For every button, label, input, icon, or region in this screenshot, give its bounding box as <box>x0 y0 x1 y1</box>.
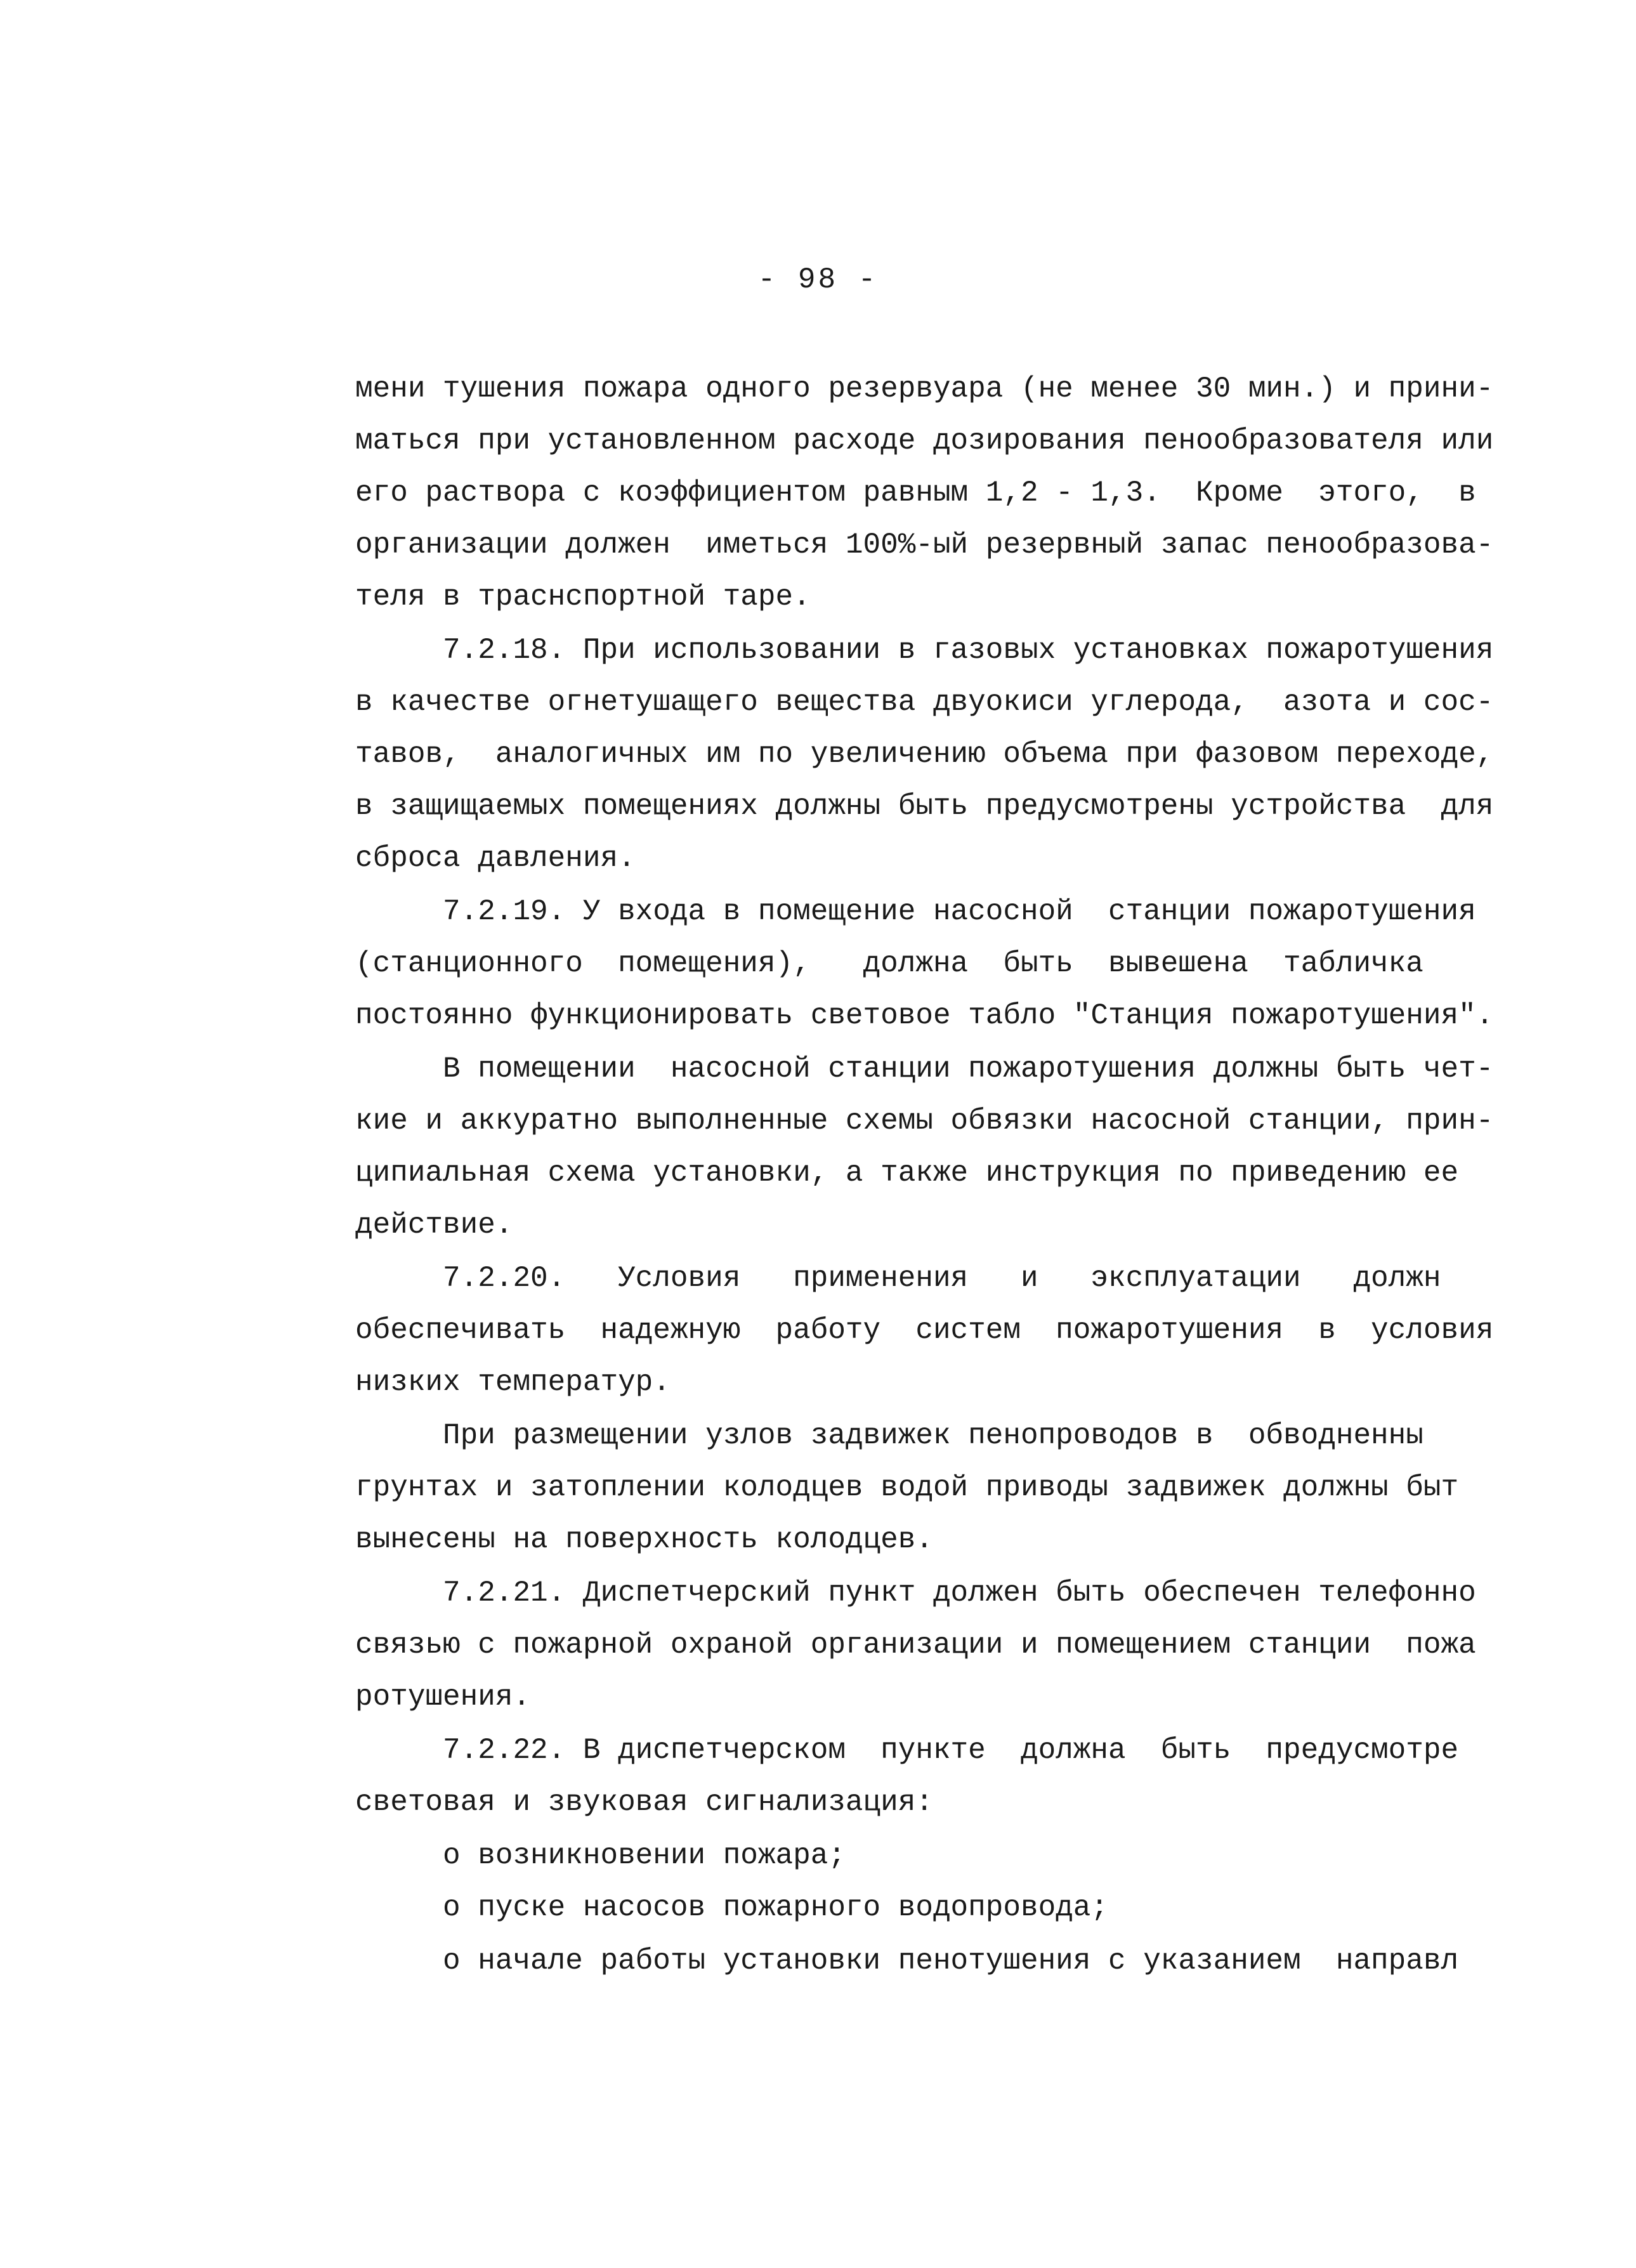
text-line: низких температур. <box>355 1366 671 1399</box>
text-line: 7.2.19. У входа в помещение насосной станции пожаротушения <box>355 895 1476 928</box>
text-line: ротушения. <box>355 1681 531 1714</box>
text-line: о возникновении пожара; <box>355 1839 846 1872</box>
text-line: сброса давления. <box>355 842 636 875</box>
text-line: В помещении насосной станции пожаротушения должны быть чет- <box>355 1052 1494 1085</box>
page-number: - 98 - <box>757 263 879 296</box>
text-line: вынесены на поверхность колодцев. <box>355 1523 933 1556</box>
text-line: действие. <box>355 1209 513 1242</box>
text-line: тавов, аналогичных им по увеличению объема при фазовом переходе, <box>355 738 1494 771</box>
text-line: в защищаемых помещениях должны быть предусмотрены устройства для <box>355 790 1494 823</box>
text-line: 7.2.20. Условия применения и эксплуатации должн <box>355 1262 1441 1295</box>
text-line: теля в траснспортной таре. <box>355 580 811 613</box>
text-line: 7.2.21. Диспетчерский пункт должен быть обеспечен телефонно <box>355 1576 1476 1609</box>
text-line: При размещении узлов задвижек пенопроводов в обводненны <box>355 1419 1423 1452</box>
text-line: ципиальная схема установки, а также инструкция по приведению ее <box>355 1157 1459 1190</box>
text-line: о пуске насосов пожарного водопровода; <box>355 1891 1108 1924</box>
text-line: мени тушения пожара одного резервуара (не менее 30 мин.) и прини- <box>355 372 1494 405</box>
text-line: маться при установленном расходе дозирования пенообразователя или <box>355 424 1494 457</box>
text-line: о начале работы установки пенотушения с указанием направл <box>355 1944 1459 1977</box>
text-line: световая и звуковая сигнализация: <box>355 1786 933 1819</box>
text-line: постоянно функционировать световое табло "Станция пожаротушения". <box>355 999 1494 1032</box>
text-line: 7.2.18. При использовании в газовых установках пожаротушения <box>355 634 1494 667</box>
text-line: кие и аккуратно выполненные схемы обвязки насосной станции, прин- <box>355 1105 1494 1137</box>
text-line: в качестве огнетушащего вещества двуокиси углерода, азота и сос- <box>355 686 1494 719</box>
text-line: обеспечивать надежную работу систем пожаротушения в условия <box>355 1314 1494 1347</box>
text-line: организации должен иметься 100%-ый резервный запас пенообразова- <box>355 528 1494 561</box>
text-line: 7.2.22. В диспетчерском пункте должна быть предусмотре <box>355 1734 1459 1767</box>
text-line: грунтах и затоплении колодцев водой приводы задвижек должны быт <box>355 1471 1459 1504</box>
text-line: связью с пожарной охраной организации и помещением станции пожа <box>355 1629 1476 1662</box>
text-line: его раствора с коэффициентом равным 1,2 - 1,3. Кроме этого, в <box>355 476 1476 509</box>
text-line: (станционного помещения), должна быть вывешена табличка <box>355 947 1423 980</box>
